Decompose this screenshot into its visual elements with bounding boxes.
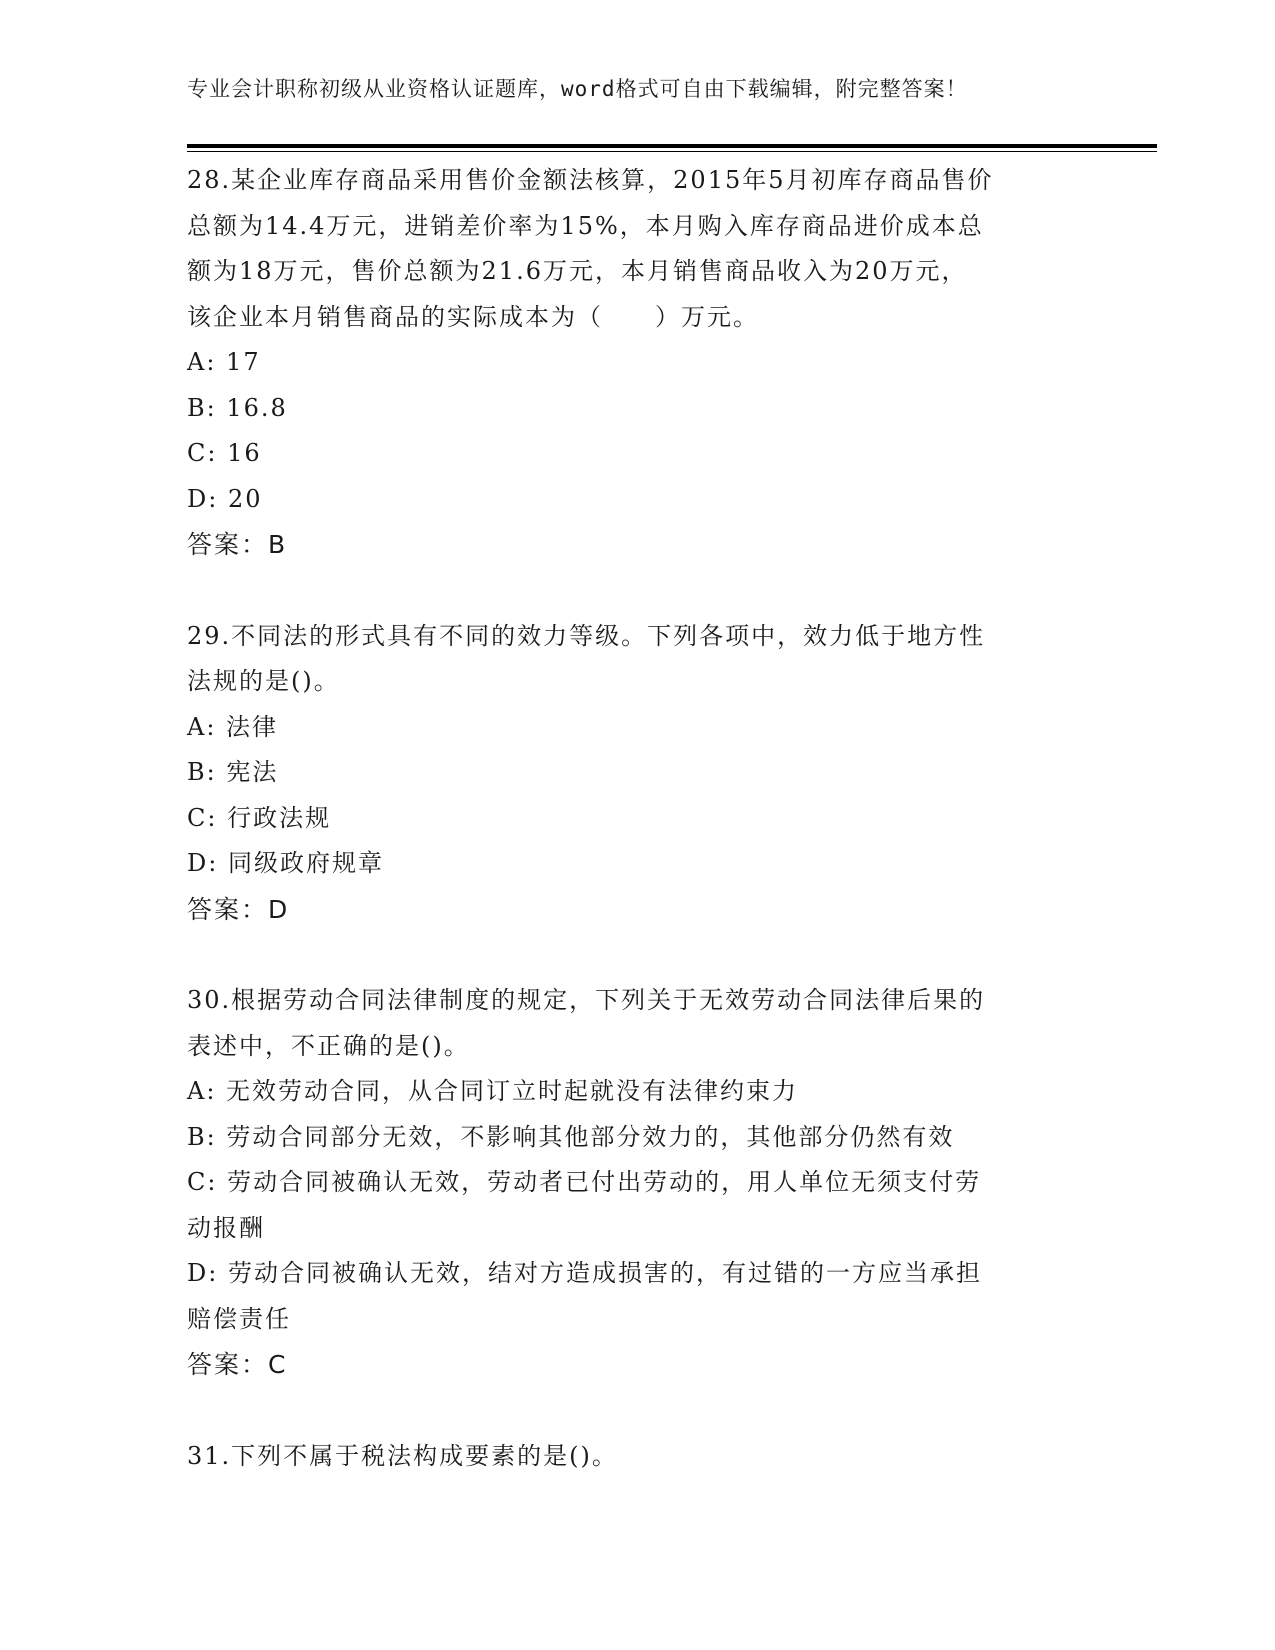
answer-label: 答案：D xyxy=(187,894,290,924)
question-stem-line: 表述中，不正确的是()。 xyxy=(187,1031,470,1060)
question-list xyxy=(187,158,1087,1479)
question-stem-line: 额为18万元，售价总额为21.6万元，本月销售商品收入为20万元， xyxy=(187,257,968,285)
option-a: A: 17 xyxy=(187,348,261,376)
option-d: D: 劳动合同被确认无效，结对方造成损害的，有过错的一方应当承担 xyxy=(187,1259,982,1287)
question-stem-line: 总额为14.4万元，进销差价率为15%，本月购入库存商品进价成本总 xyxy=(187,211,984,240)
question-28 xyxy=(187,158,1087,568)
question-stem-line: 31.下列不属于税法构成要素的是()。 xyxy=(187,1441,618,1470)
question-spacer xyxy=(187,932,1087,978)
question-30 xyxy=(187,978,1087,1388)
question-31 xyxy=(187,1434,1087,1480)
option-a: A: 法律 xyxy=(187,712,279,741)
option-d: D: 20 xyxy=(187,484,263,513)
option-c: C: 劳动合同被确认无效，劳动者已付出劳动的，用人单位无须支付劳 xyxy=(187,1168,982,1196)
option-c: C: 16 xyxy=(187,439,262,467)
question-stem-line: 29.不同法的形式具有不同的效力等级。下列各项中，效力低于地方性 xyxy=(187,621,986,650)
question-stem-line: 法规的是()。 xyxy=(187,667,340,695)
option-d-continued: 赔偿责任 xyxy=(187,1304,291,1333)
option-c: C: 行政法规 xyxy=(187,803,332,832)
question-stem-line: 28.某企业库存商品采用售价金额法核算，2015年5月初库存商品售价 xyxy=(187,166,994,194)
option-c-continued: 动报酬 xyxy=(187,1213,265,1242)
option-b: B: 16.8 xyxy=(187,393,288,422)
header-rule-thin xyxy=(187,151,1157,152)
answer-label: 答案：B xyxy=(187,530,288,559)
header-rule-thick xyxy=(187,144,1157,148)
question-stem-line: 30.根据劳动合同法律制度的规定，下列关于无效劳动合同法律后果的 xyxy=(187,986,986,1014)
option-a: A: 无效劳动合同，从合同订立时起就没有法律约束力 xyxy=(187,1077,799,1105)
question-stem-line: 该企业本月销售商品的实际成本为（ ）万元。 xyxy=(187,302,759,331)
page-header: 专业会计职称初级从业资格认证题库，word格式可自由下载编辑，附完整答案！ xyxy=(187,77,968,101)
question-spacer xyxy=(187,1388,1087,1434)
answer-label: 答案：C xyxy=(187,1350,288,1379)
question-29 xyxy=(187,614,1087,933)
option-d: D: 同级政府规章 xyxy=(187,849,384,877)
question-spacer xyxy=(187,568,1087,614)
option-b: B: 劳动合同部分无效，不影响其他部分效力的，其他部分仍然有效 xyxy=(187,1122,955,1151)
option-b: B: 宪法 xyxy=(187,758,279,786)
